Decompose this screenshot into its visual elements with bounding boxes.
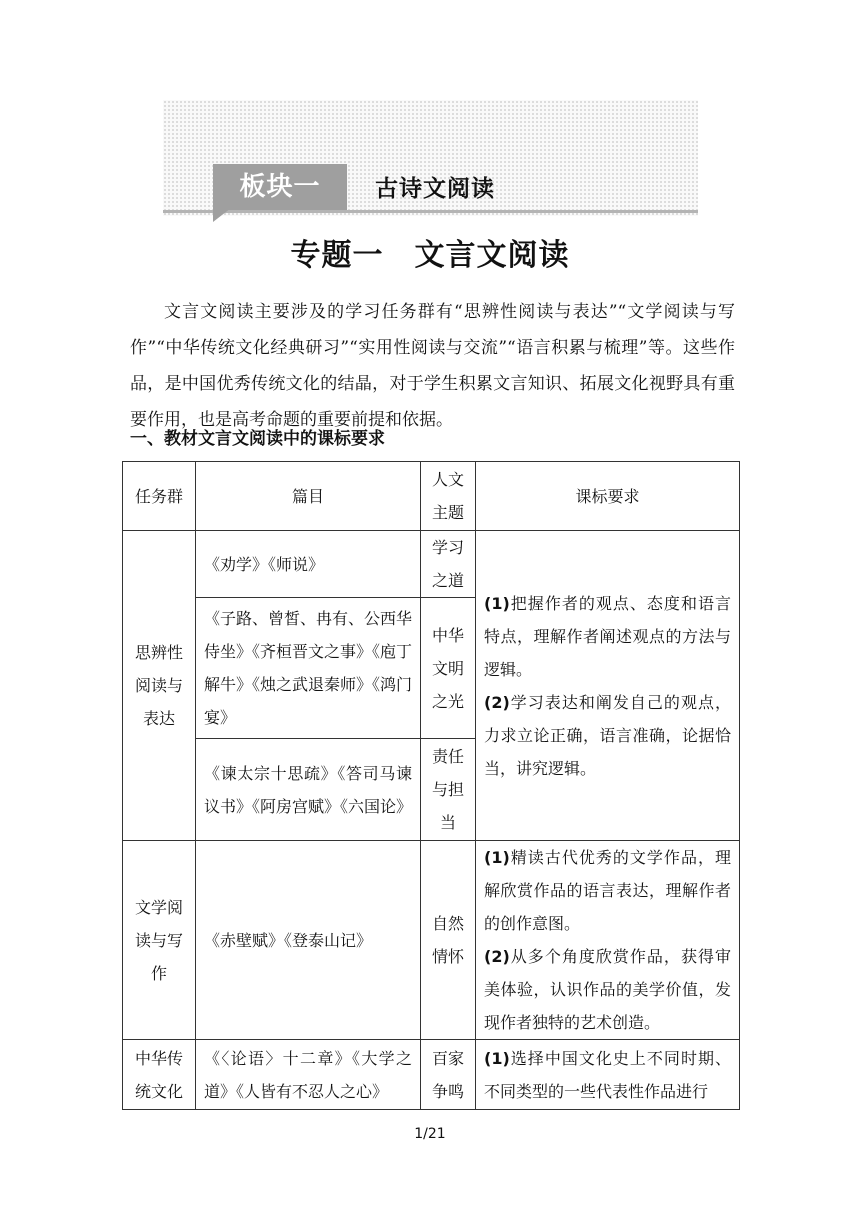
page-title: 专题一 文言文阅读 [290,238,570,273]
table-row [123,1040,740,1110]
works-cell: 《〈论语〉十二章》《大学之道》《人皆有不忍人之心》 [196,1040,421,1110]
section-banner [163,100,698,216]
works-cell: 《子路、曾皙、冉有、公西华侍坐》《齐桓晋文之事》《庖丁解牛》《烛之武退秦师》《鸿门宴》 [196,598,421,739]
table-row [123,841,740,1040]
requirement-item: (1)选择中国文化史上不同时期、不同类型的一些代表性作品进行 [484,1048,731,1101]
works-cell: 《谏太宗十思疏》《答司马谏议书》《阿房宫赋》《六国论》 [196,739,421,841]
requirement-item: (1)精读古代优秀的文学作品，理解欣赏作品的语言表达，理解作者的创作意图。 [484,848,731,933]
works-cell: 《赤壁赋》《登泰山记》 [196,841,421,1040]
theme-cell: 自然情怀 [421,841,476,1040]
requirements-cell [476,841,740,1040]
header-cell-group: 任务群 [123,462,196,531]
table-row [123,531,740,598]
task-group-cell: 思辨性阅读与表达 [123,531,196,841]
theme-cell: 学习之道 [421,531,476,598]
header-cell-works: 篇目 [196,462,421,531]
banner-tab-label: 板块一 [213,164,347,210]
header-cell-requirements: 课标要求 [476,462,740,531]
works-cell: 《劝学》《师说》 [196,531,421,598]
theme-cell: 责任与担当 [421,739,476,841]
requirements-cell [476,1040,740,1110]
theme-cell: 百家争鸣 [421,1040,476,1110]
requirement-item: (2)学习表达和阐发自己的观点，力求立论正确，语言准确，论据恰当，讲究逻辑。 [484,692,731,778]
page-number: 1/21 [414,1126,446,1142]
banner-title: 古诗文阅读 [375,176,495,202]
theme-cell: 中华文明之光 [421,598,476,739]
task-group-cell: 文学阅读与写作 [123,841,196,1040]
section-heading: 一、教材文言文阅读中的课标要求 [130,429,385,449]
banner-rule [163,210,698,213]
requirement-item: (2)从多个角度欣赏作品，获得审美体验，认识作品的美学价值，发现作者独特的艺术创造。 [484,947,731,1032]
header-cell-theme: 人文主题 [421,462,476,531]
table-header-row [123,462,740,531]
intro-paragraph: 文言文阅读主要涉及的学习任务群有“思辨性阅读与表达”“文学阅读与写作”“中华传统文化经典研习”“实用性阅读与交流”“语言积累与梳理”等。这些作品，是中国优秀传统文化的结晶，对于学生积累文言知识、拓展文化视野具有重要作用，也是高考命题的重要前提和依据。 [130,302,735,430]
curriculum-requirements-table [122,461,740,1110]
requirement-item: (1)把握作者的观点、态度和语言特点，理解作者阐述观点的方法与逻辑。 [484,593,731,679]
requirements-cell [476,531,740,841]
banner-tab-notch [213,208,231,222]
task-group-cell: 中华传统文化 [123,1040,196,1110]
